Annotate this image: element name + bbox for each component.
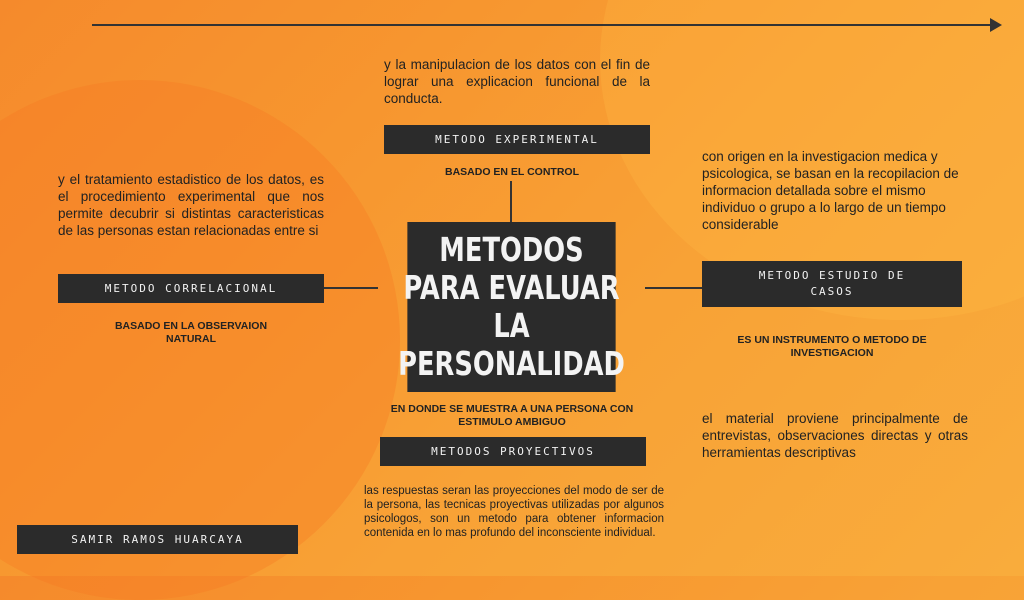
timeline-arrow-line [92, 24, 992, 26]
metodo-correlacional-box: METODO CORRELACIONAL [58, 274, 324, 303]
correlacional-description: y el tratamiento estadistico de los datos, es el procedimiento experimental que nos permite decubrir si distintas caracteristicas de las personas estan relacionadas entre si [58, 172, 324, 238]
estudio-casos-description-top: con origen en la investigacion medica y psicologica, se basan en la recopilacion de informacion detallada sobre el mismo individuo o grupo a lo largo de un tiempo considerable [702, 149, 959, 232]
connector-left [324, 287, 378, 289]
experimental-caption: BASADO EN EL CONTROL [445, 166, 579, 178]
metodo-estudio-casos-box: METODO ESTUDIO DE CASOS [702, 261, 962, 307]
proyectivos-description: las respuestas seran las proyecciones del modo de ser de la persona, las tecnicas proyectivas utilizadas por algunos psicologos, son un metodo para obtener informacion contenida en lo mas profundo del inconsciente individual. [364, 485, 664, 539]
arrow-right-icon [990, 18, 1002, 32]
author-box: SAMIR RAMOS HUARCAYA [17, 525, 298, 554]
proyectivos-caption: EN DONDE SE MUESTRA A UNA PERSONA CON ESTIMULO AMBIGUO [390, 403, 634, 428]
correlacional-caption: BASADO EN LA OBSERVAION NATURAL [114, 320, 268, 345]
estudio-casos-description-bottom: el material proviene principalmente de entrevistas, observaciones directas y otras herramientas descriptivas [702, 411, 968, 460]
connector-right [645, 287, 702, 289]
experimental-description: y la manipulacion de los datos con el fin de lograr una explicacion funcional de la conducta. [384, 57, 650, 106]
metodos-proyectivos-box: METODOS PROYECTIVOS [380, 437, 646, 466]
metodo-experimental-box: METODO EXPERIMENTAL [384, 125, 650, 154]
main-title: METODOS PARA EVALUAR LA PERSONALIDAD [407, 222, 615, 392]
estudio-casos-caption: ES UN INSTRUMENTO O METODO DE INVESTIGACION [737, 334, 927, 359]
connector-top [510, 181, 512, 222]
